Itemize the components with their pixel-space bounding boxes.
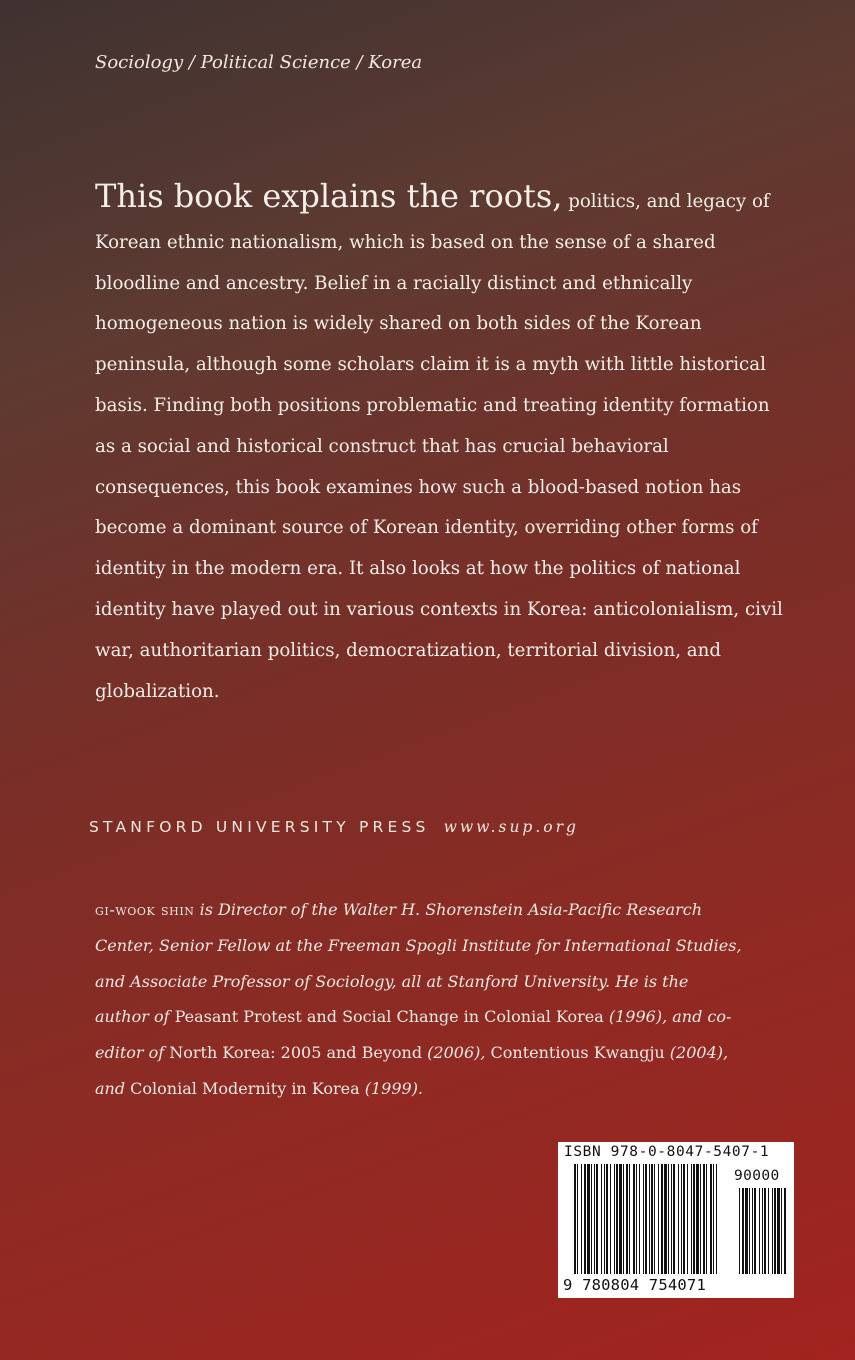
barcode-bar	[664, 1164, 667, 1274]
subject-category: Sociology / Political Science / Korea	[95, 52, 423, 73]
barcode-bar	[691, 1164, 692, 1274]
barcode-bar	[713, 1164, 714, 1274]
book-description	[95, 176, 795, 712]
bio-title-1: Peasant Protest and Social Change in Colonial Korea	[174, 1007, 604, 1027]
isbn-barcode	[558, 1142, 794, 1298]
publisher-line	[89, 818, 579, 836]
barcode-bar	[681, 1164, 682, 1274]
bio-title-2: North Korea: 2005 and Beyond	[169, 1043, 423, 1063]
addon-bar	[784, 1188, 786, 1274]
isbn-label: ISBN 978-0-8047-5407-1	[564, 1144, 770, 1160]
barcode-bar	[706, 1164, 707, 1274]
barcode-bar	[633, 1164, 635, 1274]
barcode-bar	[651, 1164, 653, 1274]
barcode-bar	[658, 1164, 659, 1274]
barcode-bar	[574, 1164, 576, 1274]
addon-bar	[739, 1188, 740, 1274]
barcode-bar	[687, 1164, 688, 1274]
barcode-bar	[610, 1164, 611, 1274]
bio-text-2: (1996), and co-editor of	[95, 1007, 732, 1063]
bio-text-5: (1999).	[359, 1078, 424, 1098]
barcode-bar	[639, 1164, 640, 1274]
addon-bar	[774, 1188, 776, 1274]
barcode-bar	[710, 1164, 712, 1274]
addon-bar	[745, 1188, 748, 1274]
barcode-bar	[616, 1164, 618, 1274]
bio-text-1: is Director of the Walter H. Shorenstein Asia-Pacific Research Center, Senior Fellow at the Freeman Spogli Institute for International Studies, and Associate Professor of Sociology, all at Stanford University. He is the author of	[95, 900, 742, 1027]
publisher-name: STANFORD UNIVERSITY PRESS	[89, 818, 430, 836]
barcode-bar	[700, 1164, 701, 1274]
barcode-bar	[581, 1164, 582, 1274]
addon-bar	[742, 1188, 744, 1274]
barcode-bar	[584, 1164, 586, 1274]
price-addon: 90000	[734, 1168, 780, 1184]
barcode-bar	[623, 1164, 624, 1274]
barcode-bar	[629, 1164, 630, 1274]
addon-bar	[768, 1188, 769, 1274]
barcode-bar	[696, 1164, 699, 1274]
addon-bar	[764, 1188, 766, 1274]
barcode-bar	[614, 1164, 615, 1274]
bio-title-3: Contentious Kwangju	[490, 1043, 665, 1063]
barcode-bar	[591, 1164, 592, 1274]
publisher-url: www.sup.org	[443, 818, 579, 836]
addon-bar	[772, 1188, 773, 1274]
author-name: gi-wook shin	[95, 900, 195, 919]
barcode-bar	[604, 1164, 605, 1274]
author-bio	[95, 892, 745, 1107]
barcode-bar	[645, 1164, 647, 1274]
barcode-bar	[649, 1164, 650, 1274]
barcode-bar	[683, 1164, 685, 1274]
barcode-bar	[643, 1164, 644, 1274]
addon-bar	[777, 1188, 780, 1274]
barcode-bar	[577, 1164, 578, 1274]
barcode-bar	[678, 1164, 679, 1274]
barcode-bar	[716, 1164, 717, 1274]
barcode-bar	[587, 1164, 590, 1274]
barcode-bar	[703, 1164, 705, 1274]
addon-bar	[759, 1188, 760, 1274]
addon-bar	[762, 1188, 763, 1274]
description-lead: This book explains the roots,	[95, 177, 563, 215]
bio-text-3: (2006),	[422, 1043, 491, 1063]
addon-bar	[754, 1188, 756, 1274]
barcode-bar	[601, 1164, 602, 1274]
addon-bar	[781, 1188, 782, 1274]
addon-bar	[752, 1188, 753, 1274]
barcode-bar	[594, 1164, 595, 1274]
barcode-bar	[619, 1164, 622, 1274]
barcode-bar	[661, 1164, 663, 1274]
bio-title-4: Colonial Modernity in Korea	[130, 1078, 360, 1098]
barcode-bar	[596, 1164, 598, 1274]
bio-text-4: (2004), and	[95, 1043, 729, 1098]
barcode-bar	[693, 1164, 695, 1274]
ean-number: 9 780804 754071	[563, 1276, 706, 1294]
barcode-bar	[668, 1164, 669, 1274]
barcode-bar	[626, 1164, 628, 1274]
addon-bar	[749, 1188, 750, 1274]
barcode-bar	[671, 1164, 672, 1274]
barcode-bar	[606, 1164, 608, 1274]
description-body: politics, and legacy of Korean ethnic nationalism, which is based on the sense of a shared bloodline and ancestry. Belief in a racially distinct and ethnically homogeneous nation is widely shared on both sides of the Korean peninsula, although some scholars claim it is a myth with little historical basis. Finding both positions problematic and treating identity formation as a social and historical construct that has crucial behavioral consequences, this book examines how such a blood-based notion has become a dominant source of Korean identity, overriding other forms of identity in the modern era. It also looks at how the politics of national identity have played out in various contexts in Korea: anticolonialism, civil war, authoritarian politics, democratization, territorial division, and globalization.	[95, 191, 783, 702]
barcode-bar	[654, 1164, 655, 1274]
barcode-bar	[673, 1164, 675, 1274]
barcode-bars-icon	[558, 1142, 794, 1298]
barcode-bar	[636, 1164, 637, 1274]
